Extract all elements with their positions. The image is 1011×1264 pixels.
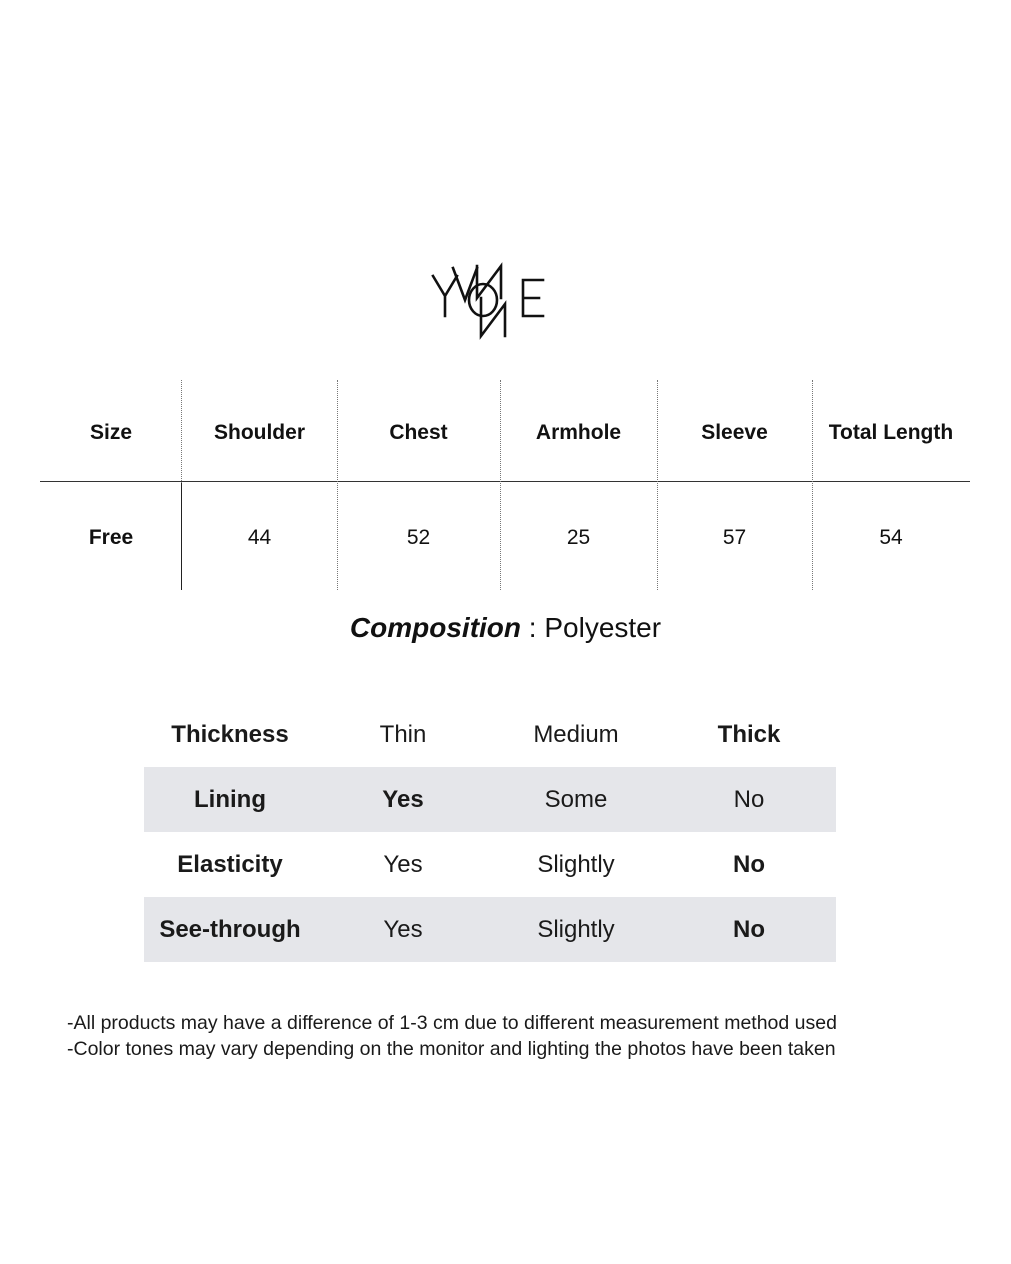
property-option-selected: Yes (382, 785, 424, 813)
sleeve-value: 57 (722, 525, 747, 549)
elasticity-row (144, 832, 836, 897)
column-divider (181, 380, 182, 483)
column-divider (812, 380, 813, 590)
shoulder-value: 44 (247, 525, 272, 549)
property-option: Yes (383, 850, 423, 878)
property-option: Thin (379, 720, 427, 748)
property-option-selected: No (733, 850, 765, 878)
composition-separator: : (521, 612, 545, 643)
property-name: Elasticity (177, 850, 283, 878)
property-option-selected: Thick (717, 720, 781, 748)
header-divider (40, 481, 970, 482)
column-divider (500, 380, 501, 590)
composition-value: Polyester (544, 612, 662, 643)
property-name: Lining (194, 785, 266, 813)
column-divider (337, 380, 338, 590)
property-option: No (733, 785, 765, 813)
property-option: Slightly (537, 915, 615, 943)
lining-row (144, 767, 836, 832)
disclaimer-notes (67, 1010, 967, 1062)
sleeve-header: Sleeve (701, 421, 768, 444)
brand-logo-mark (425, 258, 565, 348)
chest-value: 52 (406, 525, 431, 549)
total-length-header: Total Length (828, 421, 954, 444)
see-through-row (144, 897, 836, 962)
note-line: -All products may have a difference of 1-3 cm due to different measurement method used (67, 1012, 837, 1034)
size-header: Size (89, 421, 133, 444)
property-name: Thickness (171, 720, 289, 748)
armhole-value: 25 (566, 525, 591, 549)
shoulder-header: Shoulder (213, 421, 305, 444)
armhole-header: Armhole (535, 421, 622, 444)
property-option: Some (544, 785, 608, 813)
size-table-row (40, 483, 970, 590)
size-table (40, 380, 970, 590)
size-column-divider (181, 483, 182, 590)
fabric-properties-table (144, 702, 836, 962)
property-option: Slightly (537, 850, 615, 878)
property-option: Yes (383, 915, 423, 943)
note-line: -Color tones may vary depending on the monitor and lighting the photos have been taken (67, 1038, 836, 1060)
column-divider (657, 380, 658, 590)
thickness-row (144, 702, 836, 767)
chest-header: Chest (389, 421, 448, 444)
composition-line (0, 612, 1011, 644)
size-value: Free (88, 525, 134, 549)
size-table-header-row (40, 380, 970, 483)
total-length-value: 54 (879, 525, 903, 549)
composition-label: Composition (349, 612, 522, 643)
property-option-selected: No (733, 915, 765, 943)
property-name: See-through (159, 915, 301, 943)
property-option: Medium (533, 720, 619, 748)
brand-logo (425, 258, 565, 348)
